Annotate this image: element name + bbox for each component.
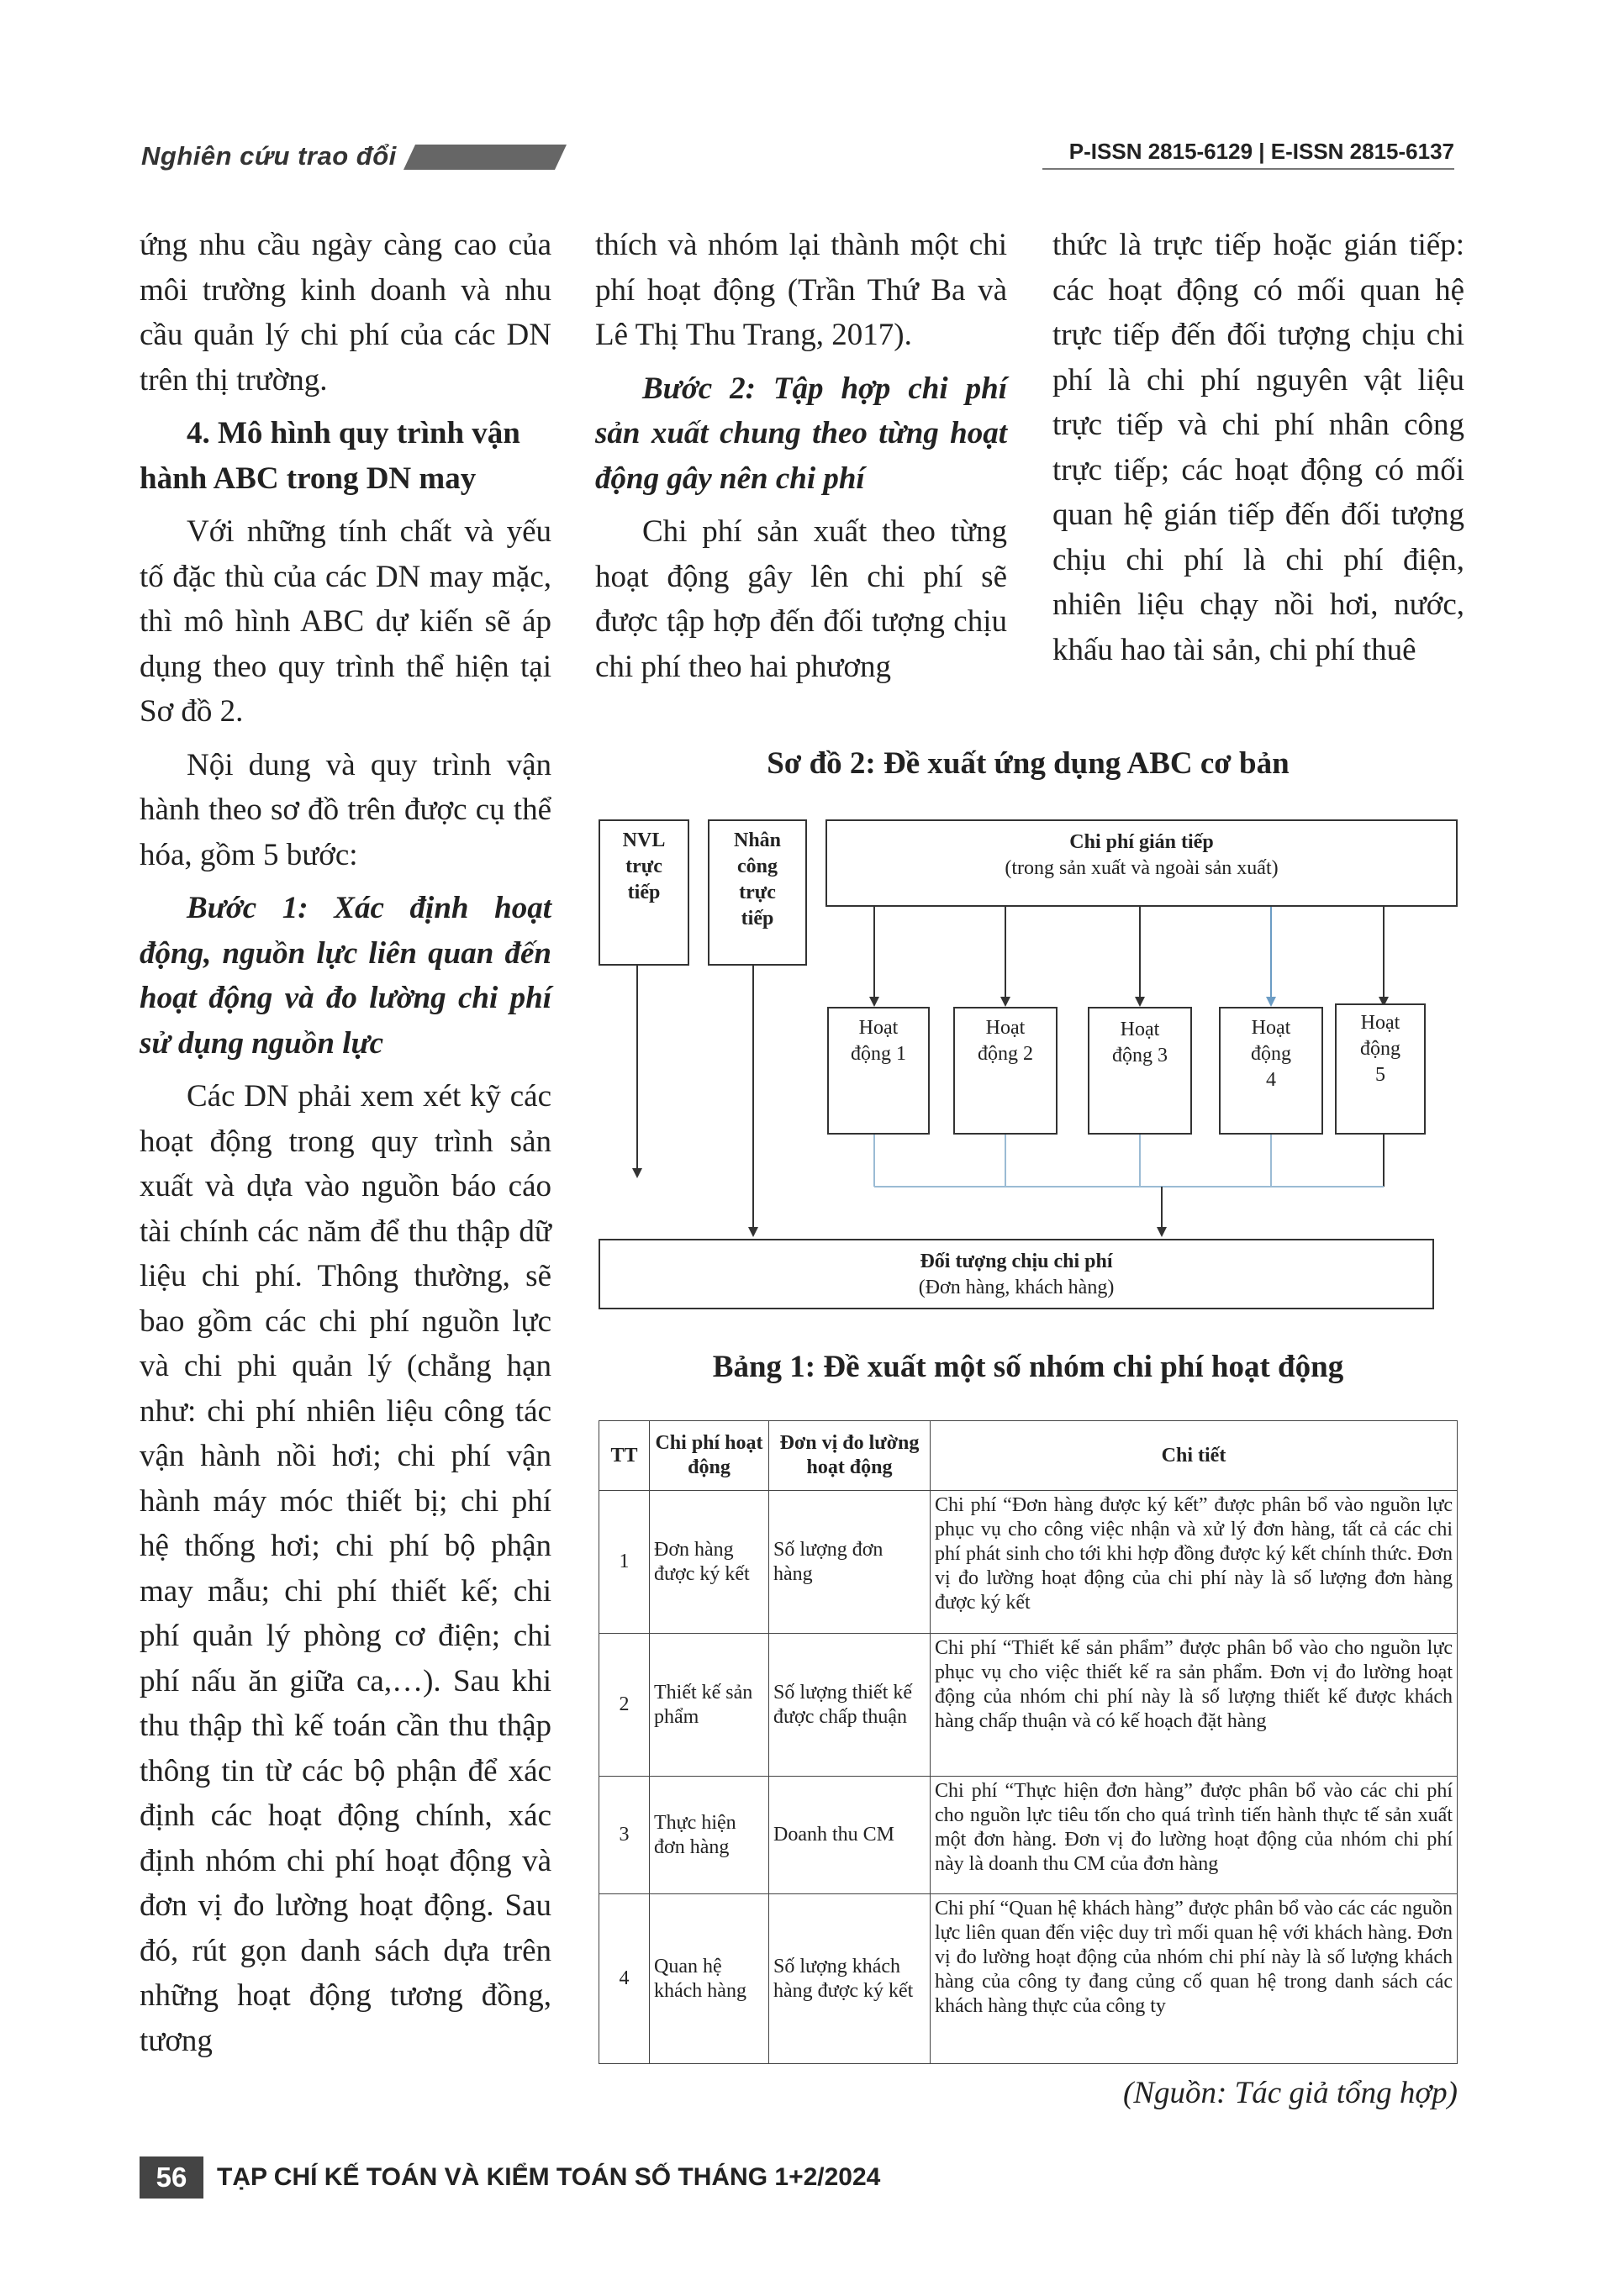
cell-chi-tiet: Chi phí “Thực hiện đơn hàng” được phân bổ vào các chi phí cho nguồn lực tiêu tốn cho quá trình tiến hành thực tế sản xuất một đơn hàng. Đơn vị đo lường hoạt động của nhóm chi phí này là doanh thu CM của đơn hàng [931,1777,1458,1894]
journal-title: TẠP CHÍ KẾ TOÁN VÀ KIỂM TOÁN SỐ THÁNG 1+2/2024 [217,2163,881,2191]
table-header-row [599,1421,1458,1491]
header-don-vi: Đơn vị đo lường hoạt động [769,1421,931,1491]
header-tt: TT [599,1421,650,1491]
paragraph: Nội dung và quy trình vận hành theo sơ đồ trên được cụ thể hóa, gồm 5 bước: [140,747,551,872]
box-chi-phi-gian-tiep: Chi phí gián tiếp (trong sản xuất và ngoài sản xuất) [825,819,1458,907]
diagram-caption: Sơ đồ 2: Đề xuất ứng dụng ABC cơ bản [767,746,1290,781]
step-heading: Bước 1: Xác định hoạt động, nguồn lực liên quan đến hoạt động và đo lường chi phí sử dụng nguồn lực [140,891,551,1061]
page-number: 56 [156,2162,187,2193]
table-row [599,1777,1458,1894]
cell-tt: 3 [599,1777,650,1894]
table-row [599,1491,1458,1634]
cell-chi-phi: Đơn hàng được ký kết [650,1491,769,1634]
cell-chi-tiet: Chi phí “Đơn hàng được ký kết” được phân bổ vào nguồn lực phục vụ cho công việc nhận và xử lý đơn hàng, tất cả các chi phí phát sinh cho tới khi hợp đồng được ký kết chính thức. Đơn vị đo lường hoạt động của chi phí này là số lượng đơn hàng được ký kết [931,1491,1458,1634]
box-activity-1: Hoạt động 1 [827,1007,930,1135]
cell-don-vi: Số lượng thiết kế được chấp thuận [769,1634,931,1777]
cost-group-table [599,1420,1458,2064]
cell-chi-phi: Thiết kế sản phẩm [650,1634,769,1777]
cell-chi-tiet: Chi phí “Thiết kế sản phẩm” được phân bổ vào cho nguồn lực phục vụ cho việc thiết kế ra sản phẩm. Đơn vị đo lường hoạt động của nhóm chi phí này là số lượng thiết kế được khách hàng chấp thuận và có kế hoạch đặt hàng [931,1634,1458,1777]
table-row [599,1634,1458,1777]
section-title: Nghiên cứu trao đổi [141,141,397,171]
box-activity-5: Hoạt động 5 [1335,1003,1426,1135]
cell-tt: 1 [599,1491,650,1634]
issn-label: P-ISSN 2815-6129 | E-ISSN 2815-6137 [1068,139,1454,164]
box-nhan-cong-truc-tiep: Nhân công trực tiếp [708,819,807,966]
step-heading: Bước 2: Tập hợp chi phí sản xuất chung theo từng hoạt động gây nên chi phí [595,371,1007,496]
paragraph: thích và nhóm lại thành một chi phí hoạt động (Trần Thứ Ba và Lê Thị Thu Trang, 2017). [595,228,1007,352]
box-doi-tuong-chiu-chi-phi: Đối tượng chịu chi phí (Đơn hàng, khách hàng) [599,1239,1434,1309]
header-chi-phi: Chi phí hoạt động [650,1421,769,1491]
cell-chi-tiet: Chi phí “Quan hệ khách hàng” được phân bổ vào các các nguồn lực liên quan đến việc duy trì mối quan hệ với khách hàng. Đơn vị đo lường hoạt động của nhóm chi phí này là số lượng khách hàng của công ty đang củng cố quan hệ trong danh sách các khách hàng thực của công ty [931,1894,1458,2064]
box-nvl-truc-tiep: NVL trực tiếp [599,819,689,966]
paragraph: ứng nhu cầu ngày càng cao của môi trường kinh doanh và nhu cầu quản lý chi phí của các DN trên thị trường. [140,228,551,398]
table-row [599,1894,1458,2064]
cell-chi-phi: Quan hệ khách hàng [650,1894,769,2064]
cell-tt: 2 [599,1634,650,1777]
cell-tt: 4 [599,1894,650,2064]
box-activity-3: Hoạt động 3 [1088,1007,1192,1135]
cell-don-vi: Doanh thu CM [769,1777,931,1894]
box-activity-2: Hoạt động 2 [953,1007,1058,1135]
cell-don-vi: Số lượng đơn hàng [769,1491,931,1634]
box-activity-4: Hoạt động 4 [1219,1007,1323,1135]
paragraph: Chi phí sản xuất theo từng hoạt động gây lên chi phí sẽ được tập hợp đến đối tượng chịu chi phí theo hai phương [595,514,1007,684]
header-chi-tiet: Chi tiết [931,1421,1458,1491]
cell-chi-phi: Thực hiện đơn hàng [650,1777,769,1894]
paragraph: Các DN phải xem xét kỹ các hoạt động trong quy trình sản xuất và dựa vào nguồn báo cáo tài chính các năm để thu thập dữ liệu chi phí. Thông thường, sẽ bao gồm các chi phí nguồn lực và chi phi quản lý (chẳng hạn như: chi phí nhiên liệu công tác vận hành nồi hơi; chi phí vận hành máy móc thiết bị; chi phí hệ thống hơi; chi phí bộ phận may mẫu; chi phí thiết kế; chi phí quản lý phòng cơ điện; chi phí nấu ăn giữa ca,…). Sau khi thu thập thì kế toán cần thu thập thông tin từ các bộ phận để xác định các hoạt động chính, xác định nhóm chi phí hoạt động và đơn vị đo lường hoạt động. Sau đó, rút gọn danh sách dựa trên những hoạt động tương đồng, tương [140,1079,551,2058]
cell-don-vi: Số lượng khách hàng được ký kết [769,1894,931,2064]
section-heading: 4. Mô hình quy trình vận hành ABC trong DN may [140,416,520,496]
paragraph: Với những tính chất và yếu tố đặc thù của các DN may mặc, thì mô hình ABC dự kiến sẽ áp dụng theo quy trình thể hiện tại Sơ đồ 2. [140,514,551,729]
table-caption: Bảng 1: Đề xuất một số nhóm chi phí hoạt động [712,1350,1344,1384]
table-source: (Nguồn: Tác giả tổng hợp) [1123,2076,1458,2110]
paragraph: thức là trực tiếp hoặc gián tiếp: các hoạt động có mối quan hệ trực tiếp đến đối tượng chịu chi phí là chi phí nguyên vật liệu trực tiếp và chi phí nhân công trực tiếp; các hoạt động có mối quan hệ gián tiếp đến đối tượng chịu chi phí là chi phí điện, nhiên liệu chạy nồi hơi, nước, khấu hao tài sản, chi phí thuê [1052,228,1464,667]
